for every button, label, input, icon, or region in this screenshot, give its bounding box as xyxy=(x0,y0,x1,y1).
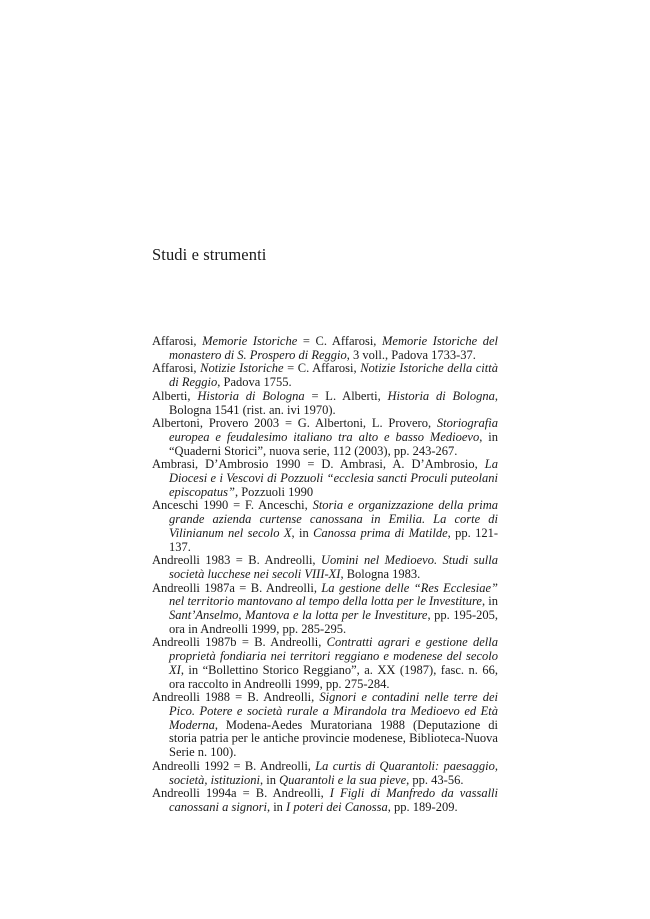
entry-title-text: Notizie Istoriche della città di Reggio xyxy=(169,361,498,390)
entry-title-text: Storia e organizzazione della prima grande azienda curtense canossana in Emilia. La corte di Vilinianum nel secolo X xyxy=(169,498,498,540)
bibliography-entry xyxy=(152,760,498,787)
bibliography-entry xyxy=(152,417,498,458)
entry-text: Andreolli 1987b = B. Andreolli, xyxy=(152,635,327,650)
section-title: Studi e strumenti xyxy=(152,245,267,264)
entry-title-text: Historia di Bologna xyxy=(197,388,305,403)
entry-text: Andreolli 1992 = B. Andreolli, xyxy=(152,758,316,773)
entry-text: , Pozzuoli 1990 xyxy=(234,484,314,499)
entry-text: Affarosi, xyxy=(152,334,203,348)
entry-title-text: Memorie Istoriche del monastero di S. Prospero di Reggio xyxy=(169,334,499,362)
entry-text: Ambrasi, D’Ambrosio 1990 = D. Ambrasi, A. D’Ambrosio, xyxy=(152,457,485,472)
entry-text: , in “Quaderni Storici”, nuova serie, 112 (2003), pp. 243-267. xyxy=(169,429,498,458)
bibliography-entry xyxy=(152,554,498,581)
entry-text: Andreolli 1983 = B. Andreolli, xyxy=(152,553,322,568)
entry-title-text: Contratti agrari e gestione della proprietà fondiaria nei territori reggiano e modenese del secolo XI xyxy=(169,635,498,677)
entry-text: , Bologna 1983. xyxy=(340,566,421,581)
entry-text: , pp. 43-56. xyxy=(406,772,464,787)
entry-text: Affarosi, xyxy=(152,361,201,376)
bibliography-entry xyxy=(152,691,498,760)
bibliography-entry xyxy=(152,636,498,691)
entry-text: , in xyxy=(291,525,314,540)
bibliography-entry xyxy=(152,787,498,814)
bibliography-entry xyxy=(152,499,498,554)
bibliography-list xyxy=(152,335,498,815)
entry-title-text: Storiografia europea e feudalesimo italiano tra alto e basso Medioevo xyxy=(169,416,498,444)
entry-text: Albertoni, Provero 2003 = G. Albertoni, L. Provero, xyxy=(152,416,437,431)
bibliography-entry xyxy=(152,362,498,389)
entry-title-text: Uomini nel Medioevo. Studi sulla società lucchese nei secoli VIII-XI xyxy=(169,553,498,581)
entry-title-text: La curtis di Quarantoli: paesaggio, società, istituzioni xyxy=(169,758,498,787)
bibliography-entry xyxy=(152,458,498,499)
entry-text: Anceschi 1990 = F. Anceschi, xyxy=(152,498,313,513)
entry-text: = C. Affarosi, xyxy=(283,361,361,376)
entry-text: , pp. 189-209. xyxy=(387,799,458,814)
entry-title-text: Notizie Istoriche xyxy=(200,361,284,376)
entry-title-text: Memorie Istoriche xyxy=(202,334,298,348)
entry-text: Andreolli 1987a = B. Andreolli, xyxy=(152,580,322,595)
entry-text: Andreolli 1994a = B. Andreolli, xyxy=(152,786,330,801)
entry-title-text: Historia di Bologna xyxy=(387,388,495,403)
entry-text: , Modena-Aedes Muratoriana 1988 (Deputazione di storia patria per le antiche provincie modenese, Biblioteca-Nuova Serie n. 100). xyxy=(169,717,498,760)
entry-title-text: Signori e contadini nelle terre dei Pico. Potere e società rurale a Mirandola tra Medioevo ed Età Moderna xyxy=(169,690,498,732)
entry-text: Andreolli 1988 = B. Andreolli, xyxy=(152,690,320,705)
entry-text: = L. Alberti, xyxy=(304,388,388,403)
entry-title-text: Sant’Anselmo, Mantova e la lotta per le Investiture xyxy=(169,608,428,623)
entry-title-text: La Diocesi e i Vescovi di Pozzuoli “ecclesia sancti Proculi puteolani episcopatus” xyxy=(169,457,498,499)
entry-text: , pp. 195-205, ora in Andreolli 1999, pp. 285-295. xyxy=(169,608,498,636)
entry-text: , Padova 1755. xyxy=(217,375,292,390)
entry-title-text: Canossa prima di Matilde xyxy=(313,525,448,540)
bibliography-entry xyxy=(152,335,498,362)
entry-text: Alberti, xyxy=(152,388,198,403)
entry-text: , Bologna 1541 (rist. an. ivi 1970). xyxy=(169,388,498,417)
entry-title-text: La gestione delle “Res Ecclesiae” nel territorio mantovano al tempo della lotta per le Investiture xyxy=(169,580,498,609)
entry-text: , in xyxy=(259,772,280,787)
entry-title-text: I poteri dei Canossa xyxy=(286,799,388,814)
entry-text: = C. Affarosi, xyxy=(297,334,383,348)
bibliography-entry xyxy=(152,582,498,637)
entry-text: , in xyxy=(481,594,498,609)
entry-text: , in “Bollettino Storico Reggiano”, a. XX (1987), fasc. n. 66, ora raccolto in Andreolli 1999, pp. 275-284. xyxy=(169,662,498,691)
entry-title-text: Quarantoli e la sua pieve xyxy=(279,772,407,787)
entry-text: , in xyxy=(266,799,287,814)
bibliography-entry xyxy=(152,390,498,417)
entry-text: , 3 voll., Padova 1733-37. xyxy=(346,347,476,362)
entry-text: , pp. 121-137. xyxy=(169,525,498,554)
entry-title-text: I Figli di Manfredo da vassalli canossani a signori xyxy=(169,786,498,814)
